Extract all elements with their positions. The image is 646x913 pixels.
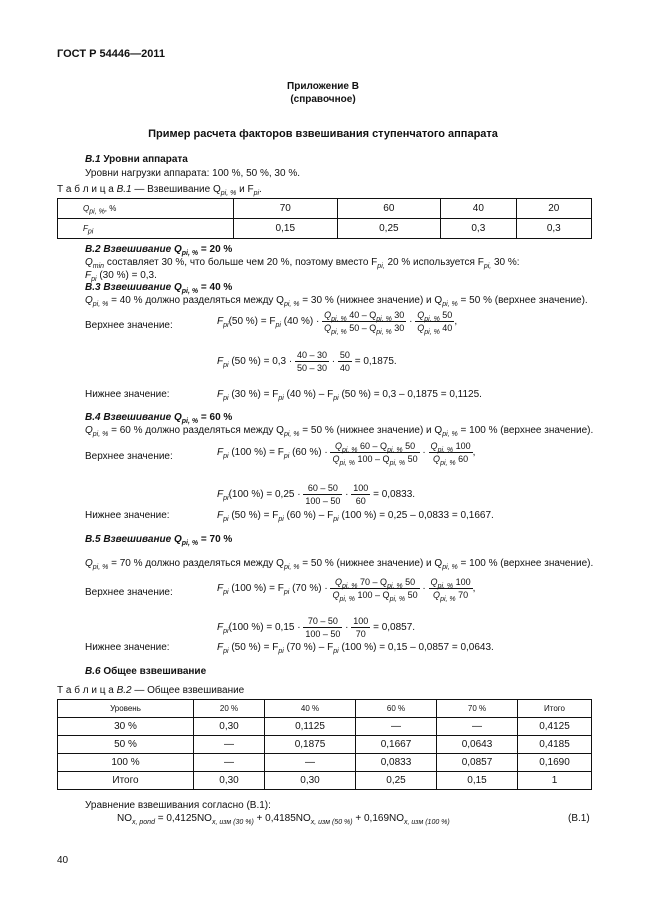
- table-cell: 0,1125: [265, 718, 356, 736]
- main-title: Пример расчета факторов взвешивания ступенчатого аппарата: [148, 128, 498, 140]
- table-cell: —: [437, 718, 518, 736]
- b4-lower-label: Нижнее значение:: [85, 510, 170, 521]
- table-row: [58, 754, 592, 772]
- section-b1-heading: В.1 Уровни аппарата: [85, 154, 188, 165]
- table-cell: 0,30: [265, 772, 356, 790]
- section-b2-heading: В.2 Взвешивание $Q_{pi, \%} = 20$ %: [85, 244, 233, 257]
- table-row: [58, 772, 592, 790]
- b4-upper-formula: $F_{pi}$ (100 %) = $F_{pi}$ (60 %) · $\frac{Q_{pi, \%} 60 - Q_{pi, \%} 50}{Q_{pi, \%} 100 - Q_{pi, \%} 50}$ · $\frac{Q_{pi, \%} 100}{Q_{pi, \%} 60}$ ,: [217, 441, 476, 467]
- table2-caption: Т а б л и ц а В.2 — Общее взвешивание: [57, 685, 245, 696]
- table-cell: 0,1875: [265, 736, 356, 754]
- section-b5-intro: $Q_{pi, \%} = 70$ % должно разделяться между $Q_{pi, \%} = 50$ % (нижнее значение) и $Q_{pi, \%} = 100$ % (верхнее значение).: [85, 558, 594, 571]
- table-cell: 0,30: [194, 772, 265, 790]
- table-header-cell: 20 %: [194, 700, 265, 718]
- b3-lower-formula: $F_{pi}$ (30 %) = $F_{pi}$ (40 %) – $F_{pi}$ (50 %) = 0,3 – 0,1875 = 0,1125.: [217, 389, 482, 402]
- page-number: 40: [57, 855, 69, 866]
- table-header-cell: Уровень: [58, 700, 194, 718]
- b4-upper-label: Верхнее значение:: [85, 451, 173, 462]
- section-b4-heading: В.4 Взвешивание $Q_{pi, \%} = 60$ %: [85, 412, 233, 425]
- b3-upper-formula: $F_{pi}(50$ %) = $F_{pi}$ (40 %) · $\frac{Q_{pi, \%} 40 - Q_{pi, \%} 30}{Q_{pi, \%} 50 - Q_{pi, \%} 30}$ · $\frac{Q_{pi, \%} 50}{Q_{pi, \%} 40}$ ,: [217, 310, 458, 336]
- b5-upper-label: Верхнее значение:: [85, 587, 173, 598]
- table-cell: 0,25: [337, 219, 441, 239]
- table-b1: [57, 198, 592, 239]
- b3-upper-label: Верхнее значение:: [85, 320, 173, 331]
- table-cell: 0,3: [516, 219, 591, 239]
- section-b5-heading: В.5 Взвешивание $Q_{pi, \%} = 70$ %: [85, 534, 233, 547]
- table-row: [58, 736, 592, 754]
- table-cell: 30 %: [58, 718, 194, 736]
- standard-header: ГОСТ Р 54446—2011: [57, 48, 165, 60]
- table-cell: 0,3: [441, 219, 516, 239]
- section-b3-heading: В.3 Взвешивание $Q_{pi, \%} = 40$ %: [85, 282, 233, 295]
- appendix-title: Приложение В: [287, 81, 359, 92]
- table1-caption: Т а б л и ц а В.1 — Взвешивание $Q_{pi, \%}$ и $F_{pi}$.: [57, 184, 262, 197]
- table-row: [58, 199, 592, 219]
- table-cell: 0,25: [356, 772, 437, 790]
- table-cell: 20: [516, 199, 591, 219]
- section-b1-text: Уровни нагрузки аппарата: 100 %, 50 %, 30 %.: [85, 168, 301, 179]
- equation-intro: Уравнение взвешивания согласно (В.1):: [85, 800, 271, 811]
- b5-lower-label: Нижнее значение:: [85, 642, 170, 653]
- table-cell: 1: [518, 772, 592, 790]
- table-header-cell: 60 %: [356, 700, 437, 718]
- b3-upper-result: $F_{pi}$ (50 %) = 0,3 · $\frac{40 - 30}{50 - 30}$ · $\frac{50}{40}$ = 0,1875.: [217, 350, 397, 373]
- section-b4-intro: $Q_{pi, \%} = 60$ % должно разделяться между $Q_{pi, \%} = 50$ % (нижнее значение) и $Q_{pi, \%} = 100$ % (верхнее значение).: [85, 425, 594, 438]
- table-cell: 70: [234, 199, 338, 219]
- table-cell: —: [194, 754, 265, 772]
- table-cell: 0,15: [437, 772, 518, 790]
- table-header-cell: Итого: [518, 700, 592, 718]
- b4-upper-result: $F_{pi}(100$ %) = 0,25 · $\frac{60 - 50}{100 - 50}$ · $\frac{100}{60}$ = 0,0833.: [217, 483, 416, 506]
- b4-lower-formula: $F_{pi}$ (50 %) = $F_{pi}$ (60 %) – $F_{pi}$ (100 %) = 0,25 – 0,0833 = 0,1667.: [217, 510, 494, 523]
- b5-upper-result: $F_{pi}(100$ %) = 0,15 · $\frac{70 - 50}{100 - 50}$ · $\frac{100}{70}$ = 0,0857.: [217, 616, 416, 639]
- table-cell: 0,1690: [518, 754, 592, 772]
- table-cell: 0,4125: [518, 718, 592, 736]
- table-header-row: [58, 700, 592, 718]
- table-cell: 0,4185: [518, 736, 592, 754]
- table-cell: 100 %: [58, 754, 194, 772]
- section-b2-line2: $F_{pi}$ (30 %) = 0,3.: [85, 270, 157, 283]
- table-cell: 40: [441, 199, 516, 219]
- table-header-cell: 40 %: [265, 700, 356, 718]
- table-cell: 0,0833: [356, 754, 437, 772]
- table-cell: —: [265, 754, 356, 772]
- table-row: [58, 718, 592, 736]
- table-cell: Итого: [58, 772, 194, 790]
- table-cell: 0,15: [234, 219, 338, 239]
- table-b2: [57, 699, 592, 790]
- table-cell: 50 %: [58, 736, 194, 754]
- table-cell: 0,1667: [356, 736, 437, 754]
- appendix-subtitle: (справочное): [290, 94, 356, 105]
- table-cell: $Q_{pi, \%}$, %: [58, 199, 234, 219]
- table-header-cell: 70 %: [437, 700, 518, 718]
- b5-upper-formula: $F_{pi}$ (100 %) = $F_{pi}$ (70 %) · $\frac{Q_{pi, \%} 70 - Q_{pi, \%} 50}{Q_{pi, \%} 100 - Q_{pi, \%} 50}$ · $\frac{Q_{pi, \%} 100}{Q_{pi, \%} 70}$ ,: [217, 577, 476, 603]
- table-cell: 0,0857: [437, 754, 518, 772]
- table-cell: —: [194, 736, 265, 754]
- section-b2-line1: $Q_{min}$ составляет 30 %, что больше чем 20 %, поэтому вместо $F_{pi,}$ 20 % используется $F_{pi,}$ 30 %:: [85, 257, 520, 270]
- b3-lower-label: Нижнее значение:: [85, 389, 170, 400]
- table-row: [58, 219, 592, 239]
- table-cell: 60: [337, 199, 441, 219]
- section-b6-heading: В.6 Общее взвешивание: [85, 666, 207, 677]
- table-cell: 0,30: [194, 718, 265, 736]
- section-b3-intro: $Q_{pi, \%} = 40$ % должно разделяться между $Q_{pi, \%} = 30$ % (нижнее значение) и $Q_{pi, \%} = 50$ % (верхнее значение).: [85, 295, 588, 308]
- b5-lower-formula: $F_{pi}$ (50 %) = $F_{pi}$ (70 %) – $F_{pi}$ (100 %) = 0,15 – 0,0857 = 0,0643.: [217, 642, 494, 655]
- equation-b1: $NO_{x, pond} = 0,4125NO_{x, изм (30 \%)} + 0,4185NO_{x, изм (50 \%)} + 0,169NO_{x, изм (100 \%)}$: [117, 813, 450, 826]
- table-cell: $F_{pi}$: [58, 219, 234, 239]
- equation-number: (В.1): [568, 813, 590, 824]
- table-cell: —: [356, 718, 437, 736]
- table-cell: 0,0643: [437, 736, 518, 754]
